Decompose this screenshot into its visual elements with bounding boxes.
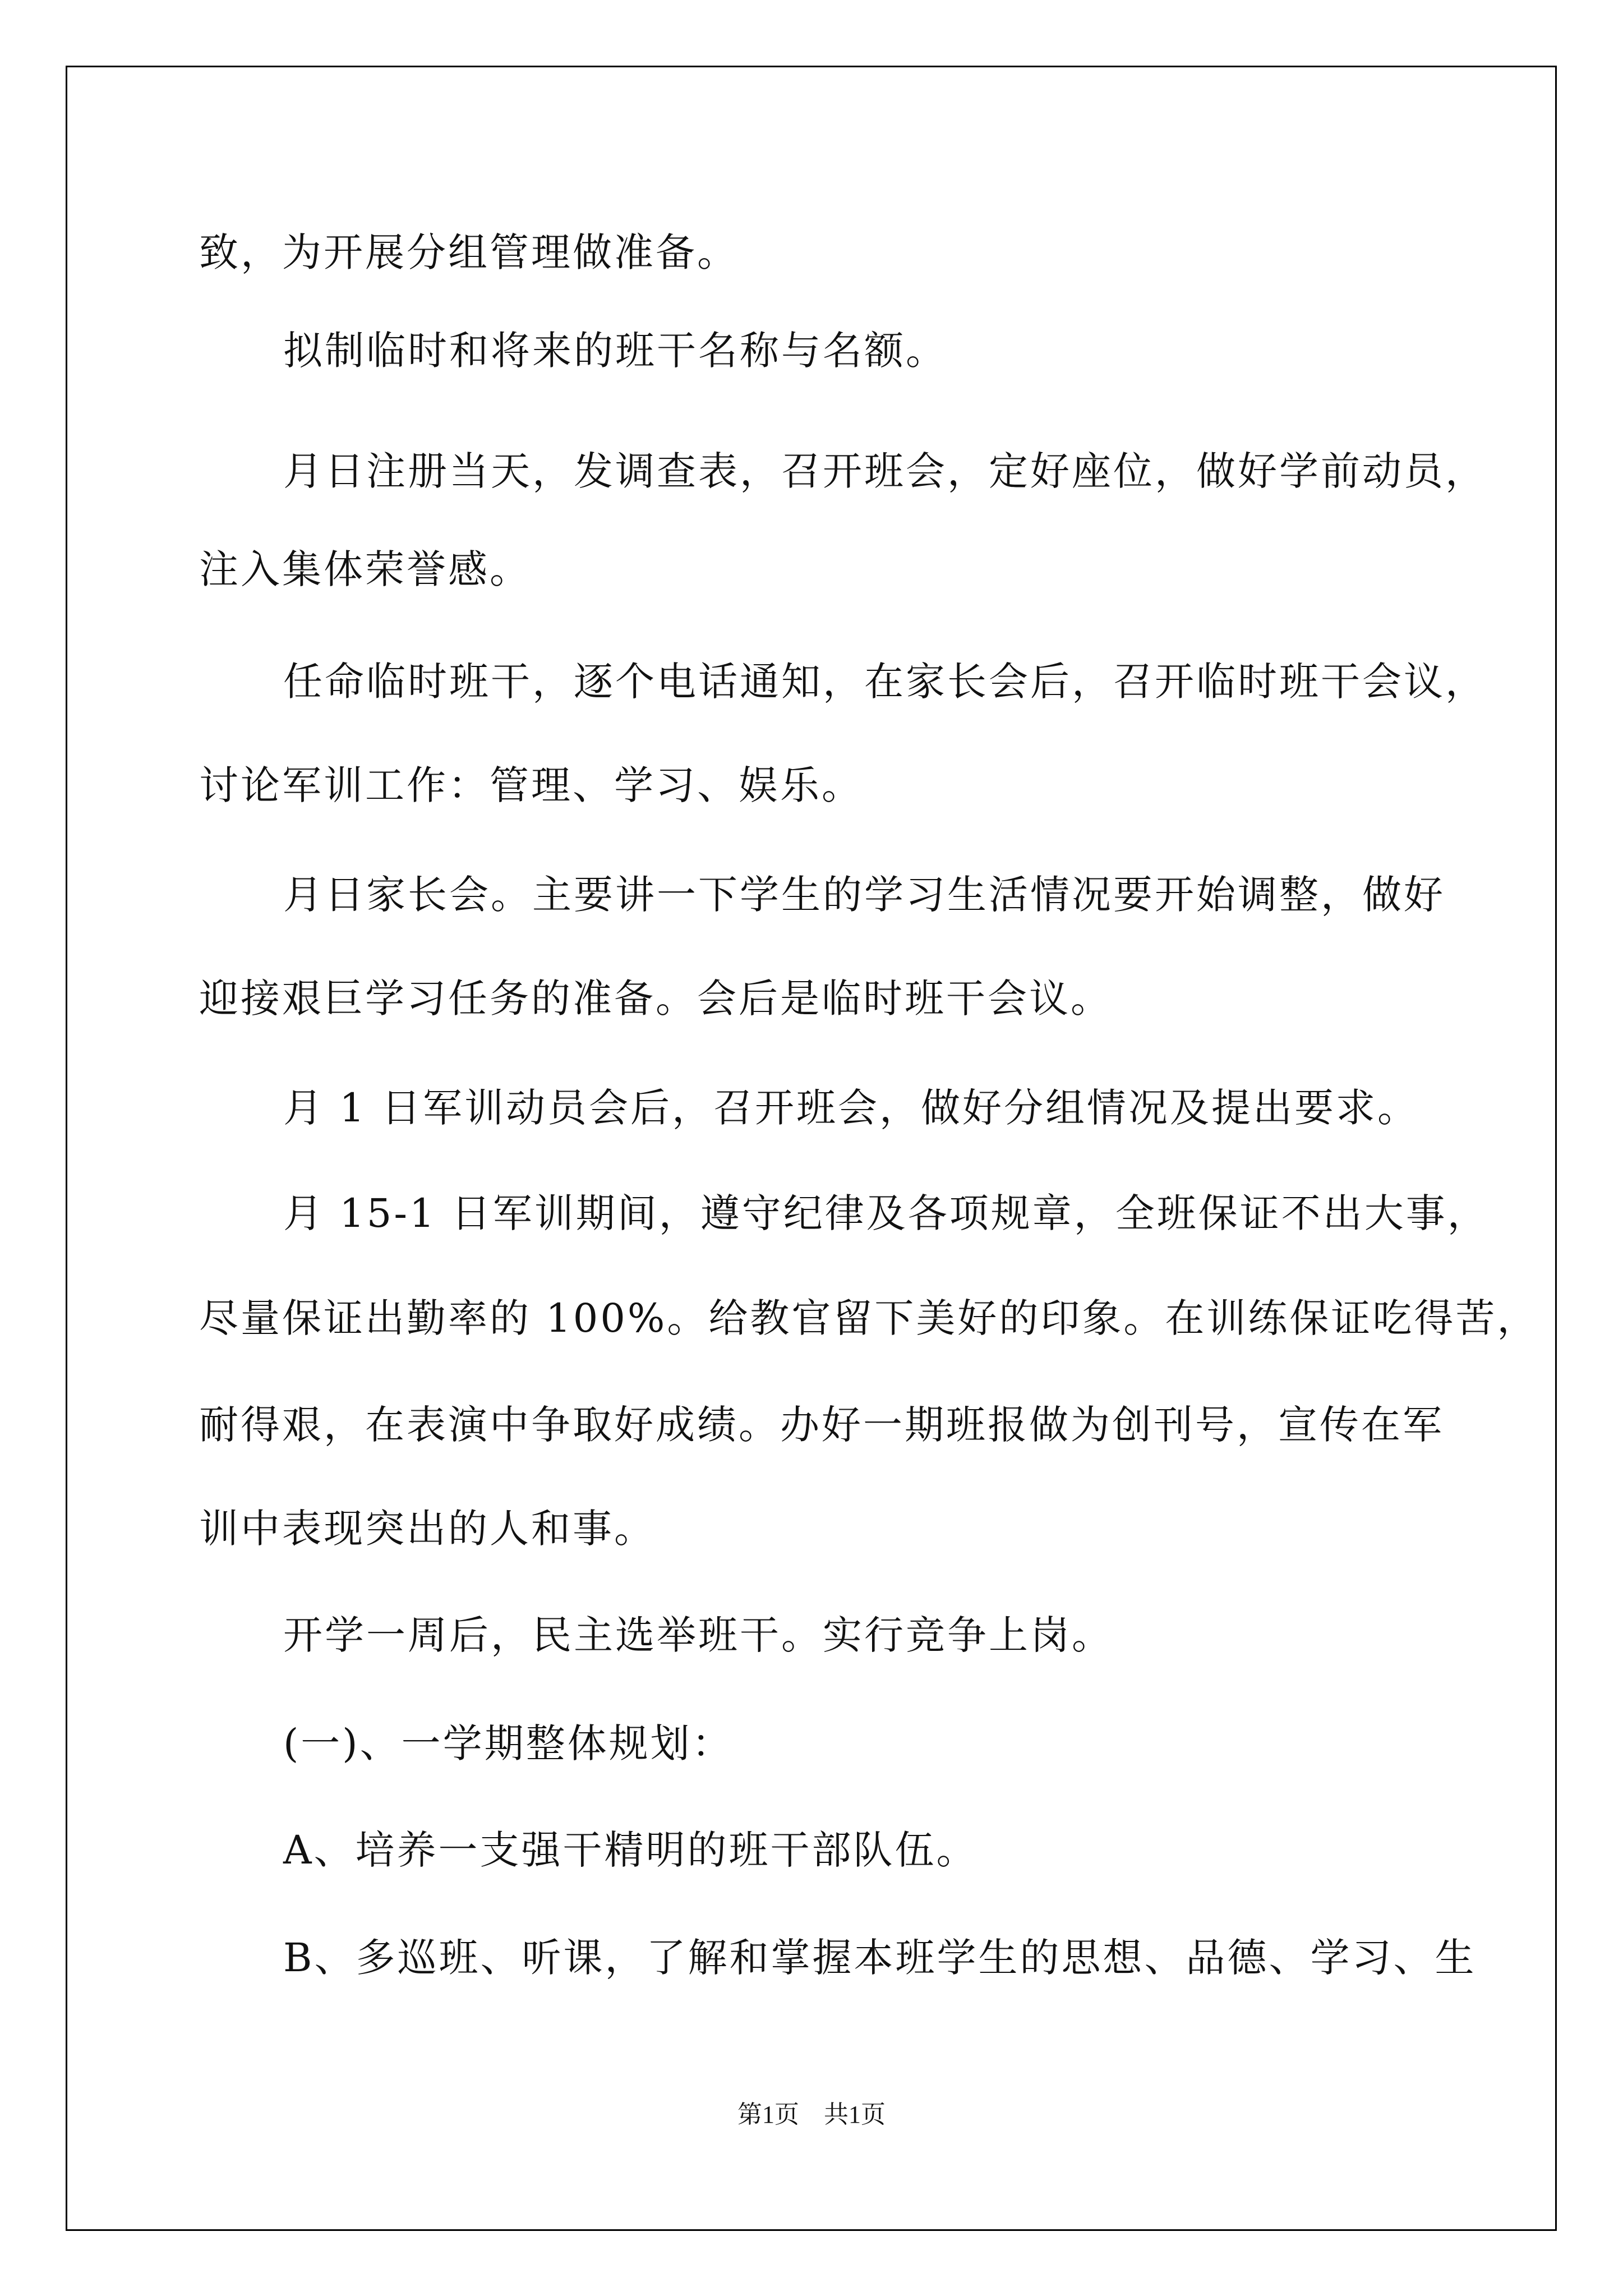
text-line: 迎接艰巨学习任务的准备。会后是临时班干会议。	[199, 976, 1112, 1022]
text-line: 月日家长会。主要讲一下学生的学习生活情况要开始调整，做好	[283, 872, 1445, 918]
text-line: 耐得艰，在表演中争取好成绩。办好一期班报做为创刊号，宣传在军	[199, 1402, 1444, 1448]
text-line: 讨论军训工作：管理、学习、娱乐。	[199, 762, 863, 808]
text-line: 月 15-1 日军训期间，遵守纪律及各项规章，全班保证不出大事，	[283, 1190, 1489, 1236]
text-line: 拟制临时和将来的班干名称与名额。	[283, 328, 947, 374]
text-line: 任命临时班干，逐个电话通知，在家长会后，召开临时班干会议，	[283, 659, 1487, 705]
text-line: A、培养一支强干精明的班干部队伍。	[283, 1827, 978, 1873]
text-line: (一)、一学期整体规划：	[283, 1720, 734, 1766]
text-line: B、多巡班、听课，了解和掌握本班学生的思想、品德、学习、生	[283, 1935, 1477, 1981]
text-line: 致，为开展分组管理做准备。	[199, 229, 739, 275]
page-footer: 第1页 共1页	[737, 2101, 886, 2128]
text-line: 月 1 日军训动员会后，召开班会，做好分组情况及提出要求。	[283, 1085, 1419, 1131]
text-line: 月日注册当天，发调查表，召开班会，定好座位，做好学前动员，	[283, 448, 1487, 494]
text-line: 训中表现突出的人和事。	[199, 1506, 656, 1552]
text-line: 尽量保证出勤率的 100%。给教官留下美好的印象。在训练保证吃得苦，	[199, 1295, 1539, 1341]
text-line: 开学一周后，民主选举班干。实行竞争上岗。	[283, 1612, 1113, 1658]
page-border	[66, 66, 1557, 2231]
text-line: 注入集体荣誉感。	[199, 546, 531, 592]
